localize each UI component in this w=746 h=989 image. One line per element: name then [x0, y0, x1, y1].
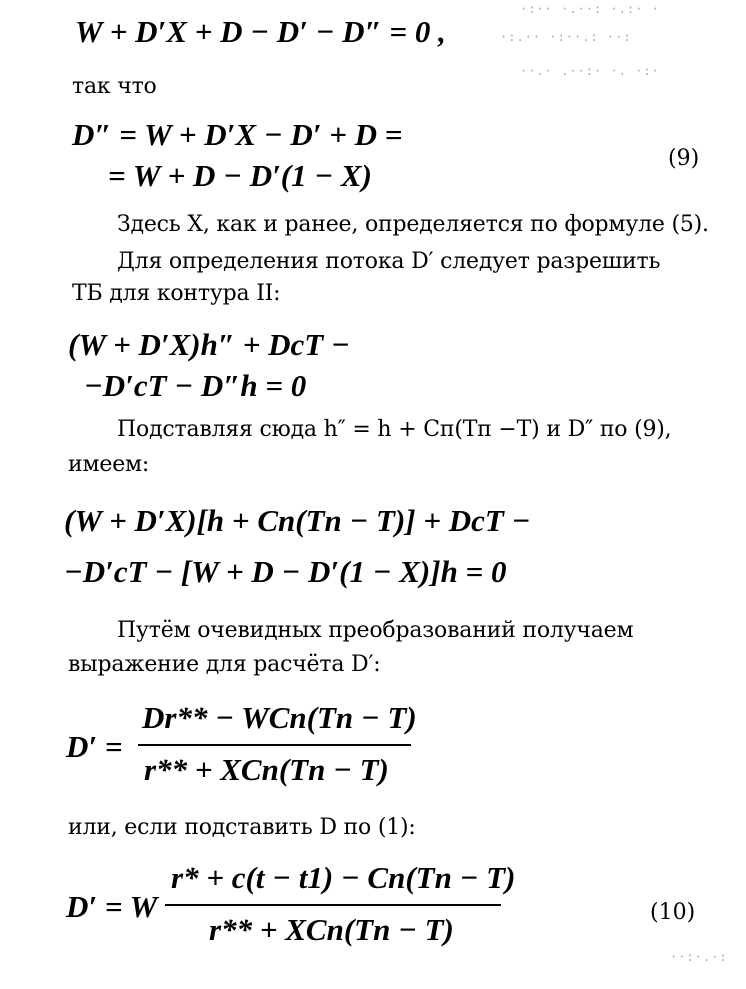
equation-number-10: (10)	[650, 900, 696, 925]
equation-10-fraction	[165, 860, 516, 960]
paragraph-substitute-d: или, если подставить D по (1):	[68, 815, 416, 840]
paragraph-transform-line2: выражение для расчёта D′:	[68, 652, 381, 677]
equation-tb-line2: −D′cT − D″h = 0	[84, 368, 307, 403]
paragraph-x-definition: Здесь Х, как и ранее, определяется по формуле (5).	[117, 212, 709, 237]
paragraph-transform-line1: Путём очевидных преобразований получаем	[117, 618, 634, 643]
fraction-numerator: r* + c(t − t1) − Cn(Tn − T)	[171, 860, 516, 895]
paragraph-flow-line2: ТБ для контура II:	[72, 281, 281, 306]
fraction-bar	[138, 744, 411, 746]
paragraph-substitution-line1: Подставляя сюда h″ = h + Cп(Tп −T) и D″ по (9),	[117, 417, 672, 442]
equation-9-line2: = W + D − D′(1 − X)	[108, 158, 372, 193]
paragraph-flow-line1: Для определения потока D′ следует разрешить	[117, 249, 661, 274]
equation-10-lhs: D′ = W	[66, 889, 158, 924]
bleed-through-noise: ·:·· ·.··: ·.:· ·	[520, 2, 660, 16]
fraction-denominator: r** + XCn(Tn − T)	[144, 752, 389, 787]
equation-balance: W + D′X + D − D′ − D″ = 0 ,	[75, 14, 446, 49]
equation-substituted-line2: −D′cT − [W + D − D′(1 − X)]h = 0	[64, 554, 507, 589]
equation-dprime-fraction	[138, 700, 417, 800]
bleed-through-noise: ··.· .··:· ·. ·:·	[520, 64, 660, 78]
fraction-denominator: r** + XCn(Tn − T)	[209, 912, 454, 947]
bleed-through-noise: ··:·.·:	[670, 950, 728, 964]
paragraph-substitution-line2: имеем:	[68, 452, 150, 477]
equation-number-9: (9)	[668, 146, 700, 171]
bleed-through-noise: ·:.·· ·:··.: ··:	[500, 30, 632, 44]
fraction-numerator: Dr** − WCn(Tn − T)	[142, 700, 417, 735]
equation-tb-line1: (W + D′X)h″ + DcT −	[68, 327, 350, 362]
equation-dprime-lhs: D′ =	[66, 729, 123, 764]
text-tak-chto: так что	[72, 74, 157, 99]
fraction-bar	[165, 904, 501, 906]
equation-9-line1: D″ = W + D′X − D′ + D =	[72, 117, 403, 152]
equation-substituted-line1: (W + D′X)[h + Cn(Tn − T)] + DcT −	[64, 503, 531, 538]
